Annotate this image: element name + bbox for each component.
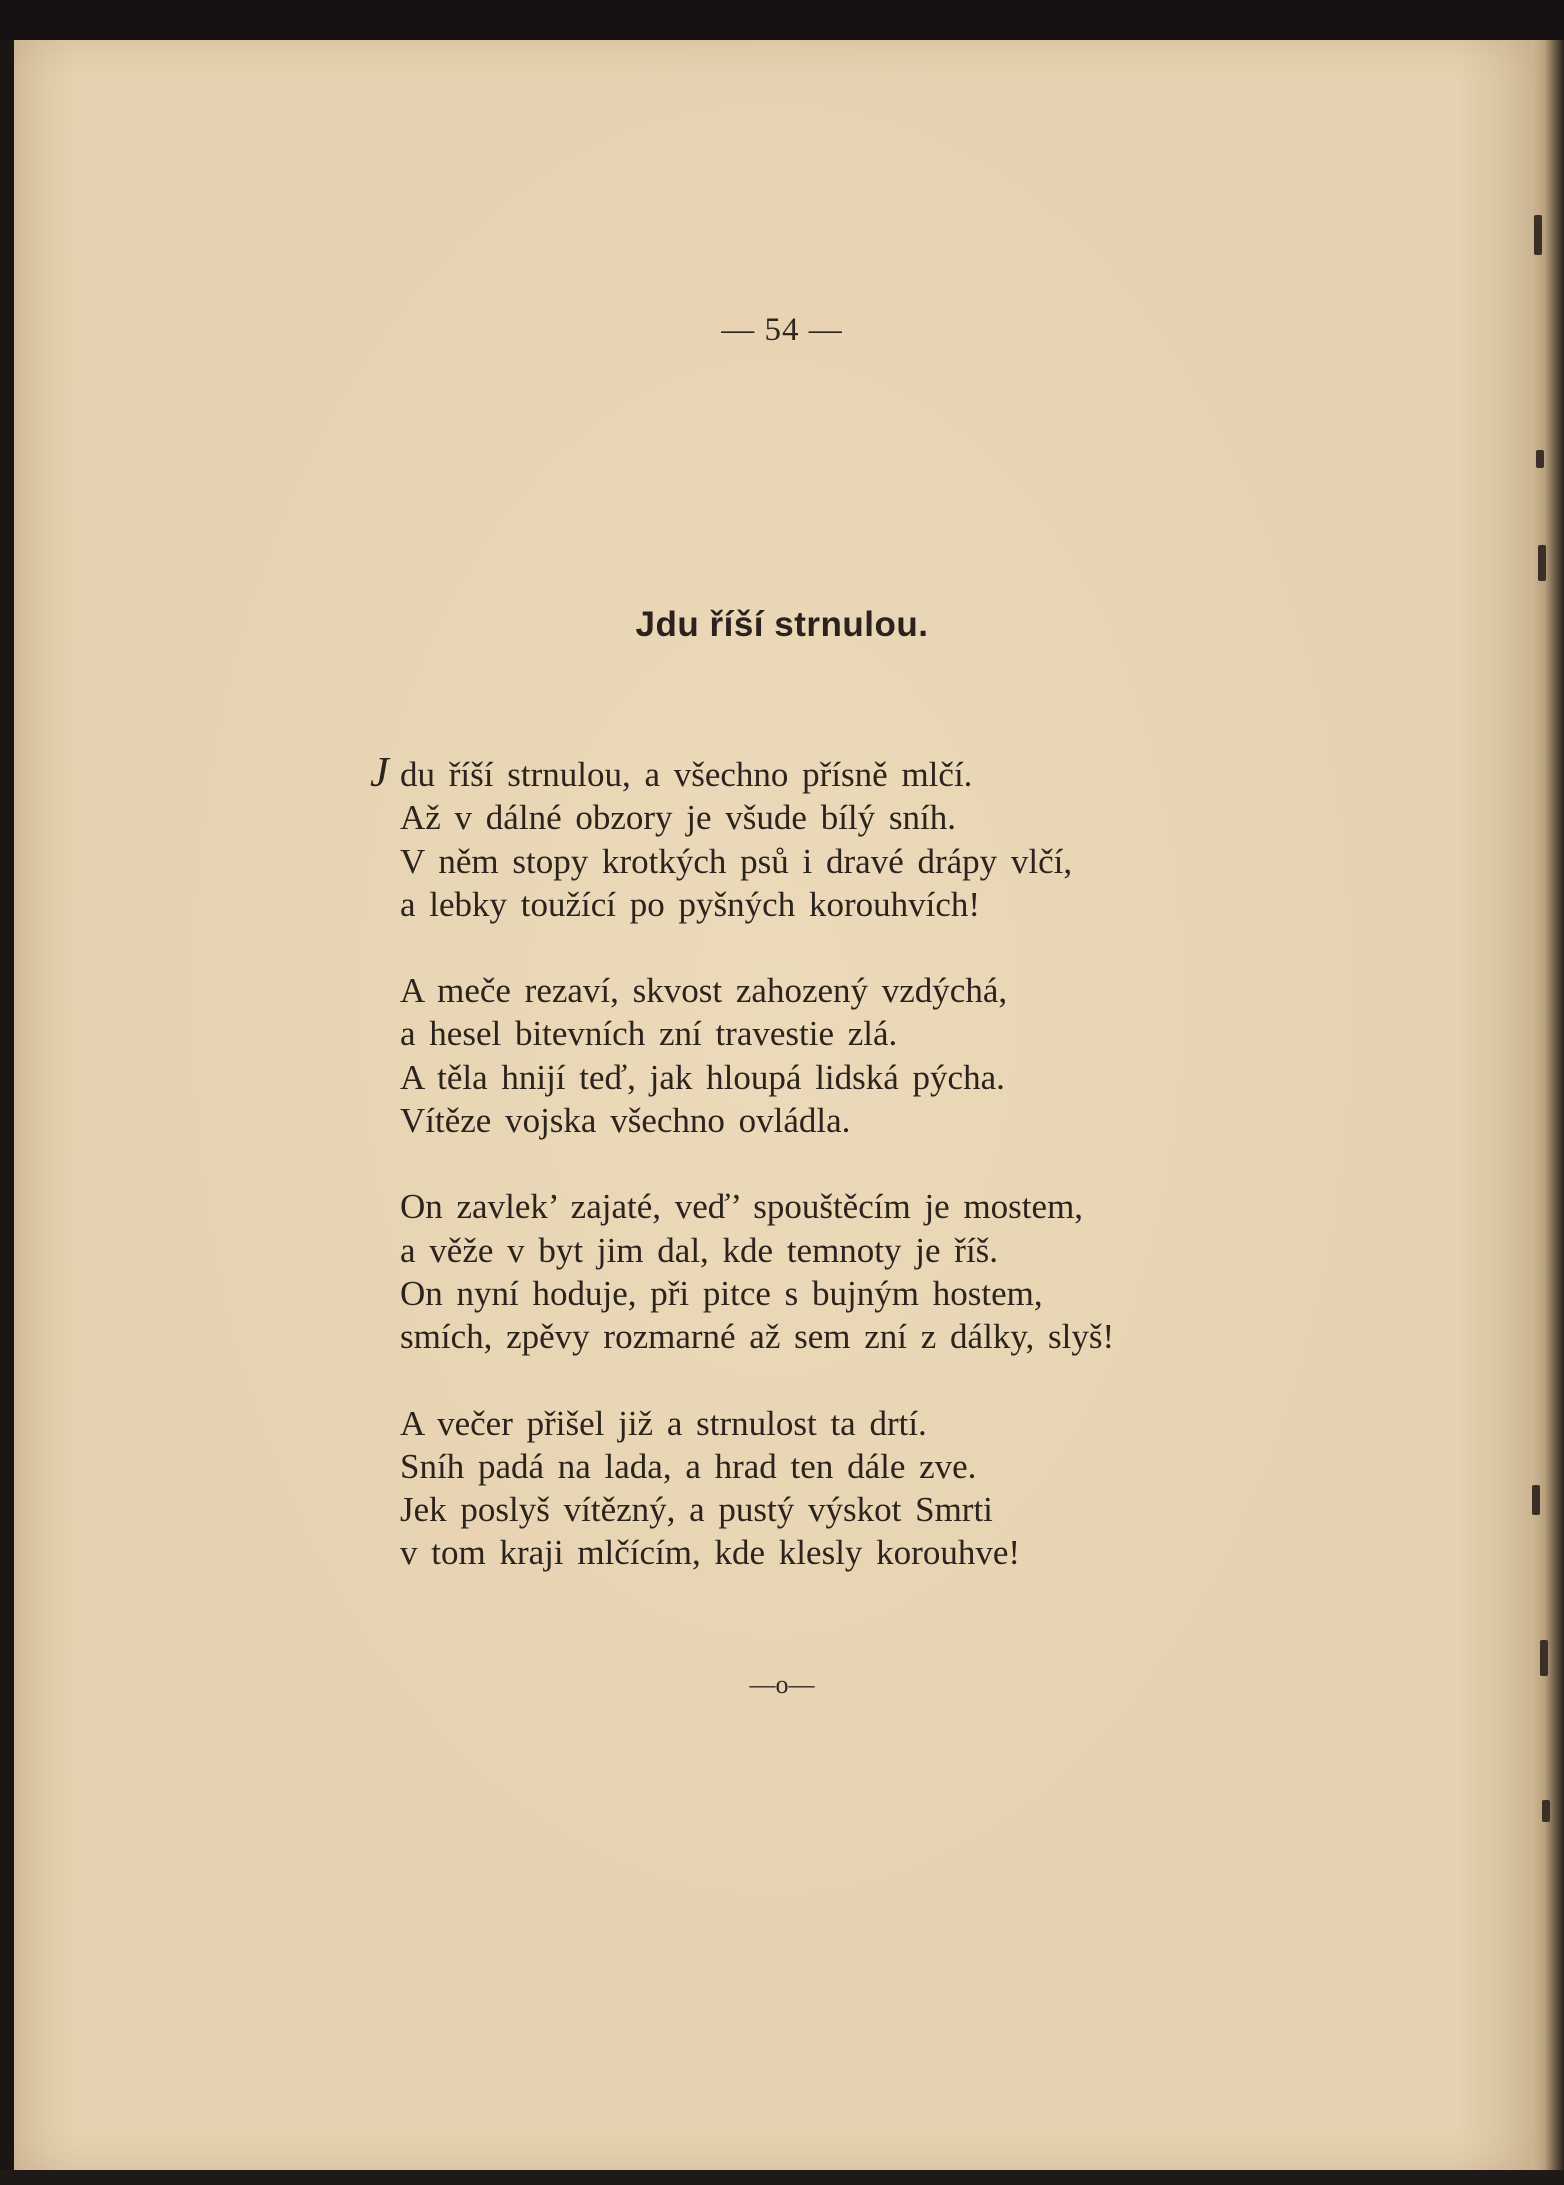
verse-line: On zavlek’ zajaté, veď’ spouštěcím je mostem, xyxy=(400,1187,1084,1227)
verse-line: v tom kraji mlčícím, kde klesly korouhve! xyxy=(400,1533,1021,1573)
verse-line: Sníh padá na lada, a hrad ten dále zve. xyxy=(400,1446,977,1486)
gutter-mark xyxy=(1538,545,1546,581)
verse-line: A těla hnijí teď, jak hloupá lidská pýcha. xyxy=(400,1057,1005,1097)
scan-border-bottom xyxy=(0,2170,1564,2185)
stanza-3 xyxy=(400,1185,1400,1358)
verse-text: du říší strnulou, a všechno přísně mlčí. xyxy=(400,755,973,794)
stanza-2 xyxy=(400,969,1400,1142)
scan-border-top xyxy=(0,0,1564,40)
page-gutter xyxy=(1532,40,1564,2185)
verse-line: A večer přišel již a strnulost ta drtí. xyxy=(400,1403,927,1443)
verse-line: A meče rezaví, skvost zahozený vzdýchá, xyxy=(400,971,1008,1011)
gutter-mark xyxy=(1536,450,1544,468)
stanza-4 xyxy=(400,1402,1400,1575)
gutter-mark xyxy=(1534,215,1542,255)
gutter-mark xyxy=(1542,1800,1550,1822)
poem-body xyxy=(370,750,1400,1618)
verse-line: On nyní hoduje, při pitce s bujným hostem, xyxy=(400,1273,1043,1313)
verse-line: Až v dálné obzory je všude bílý sníh. xyxy=(400,798,957,838)
verse-line: Vítěze vojska všechno ovládla. xyxy=(400,1101,851,1141)
drop-initial: J xyxy=(370,750,389,796)
verse-line: smích, zpěvy rozmarné až sem zní z dálky, slyš! xyxy=(400,1317,1115,1357)
end-ornament: —o— xyxy=(749,1670,815,1699)
poem-title: Jdu říší strnulou. xyxy=(635,605,929,644)
verse-line: a hesel bitevních zní travestie zlá. xyxy=(400,1014,898,1054)
verse-line: a lebky toužící po pyšných korouhvích! xyxy=(400,884,981,924)
verse-line: V něm stopy krotkých psů i dravé drápy vlčí, xyxy=(400,841,1073,881)
verse-line xyxy=(370,750,1400,796)
page-number: — 54 — xyxy=(721,312,843,348)
verse-line: a věže v byt jim dal, kde temnoty je říš. xyxy=(400,1230,999,1270)
stanza-1 xyxy=(370,750,1400,926)
verse-line: Jek poslyš vítězný, a pustý výskot Smrti xyxy=(400,1490,993,1530)
gutter-mark xyxy=(1532,1485,1540,1515)
